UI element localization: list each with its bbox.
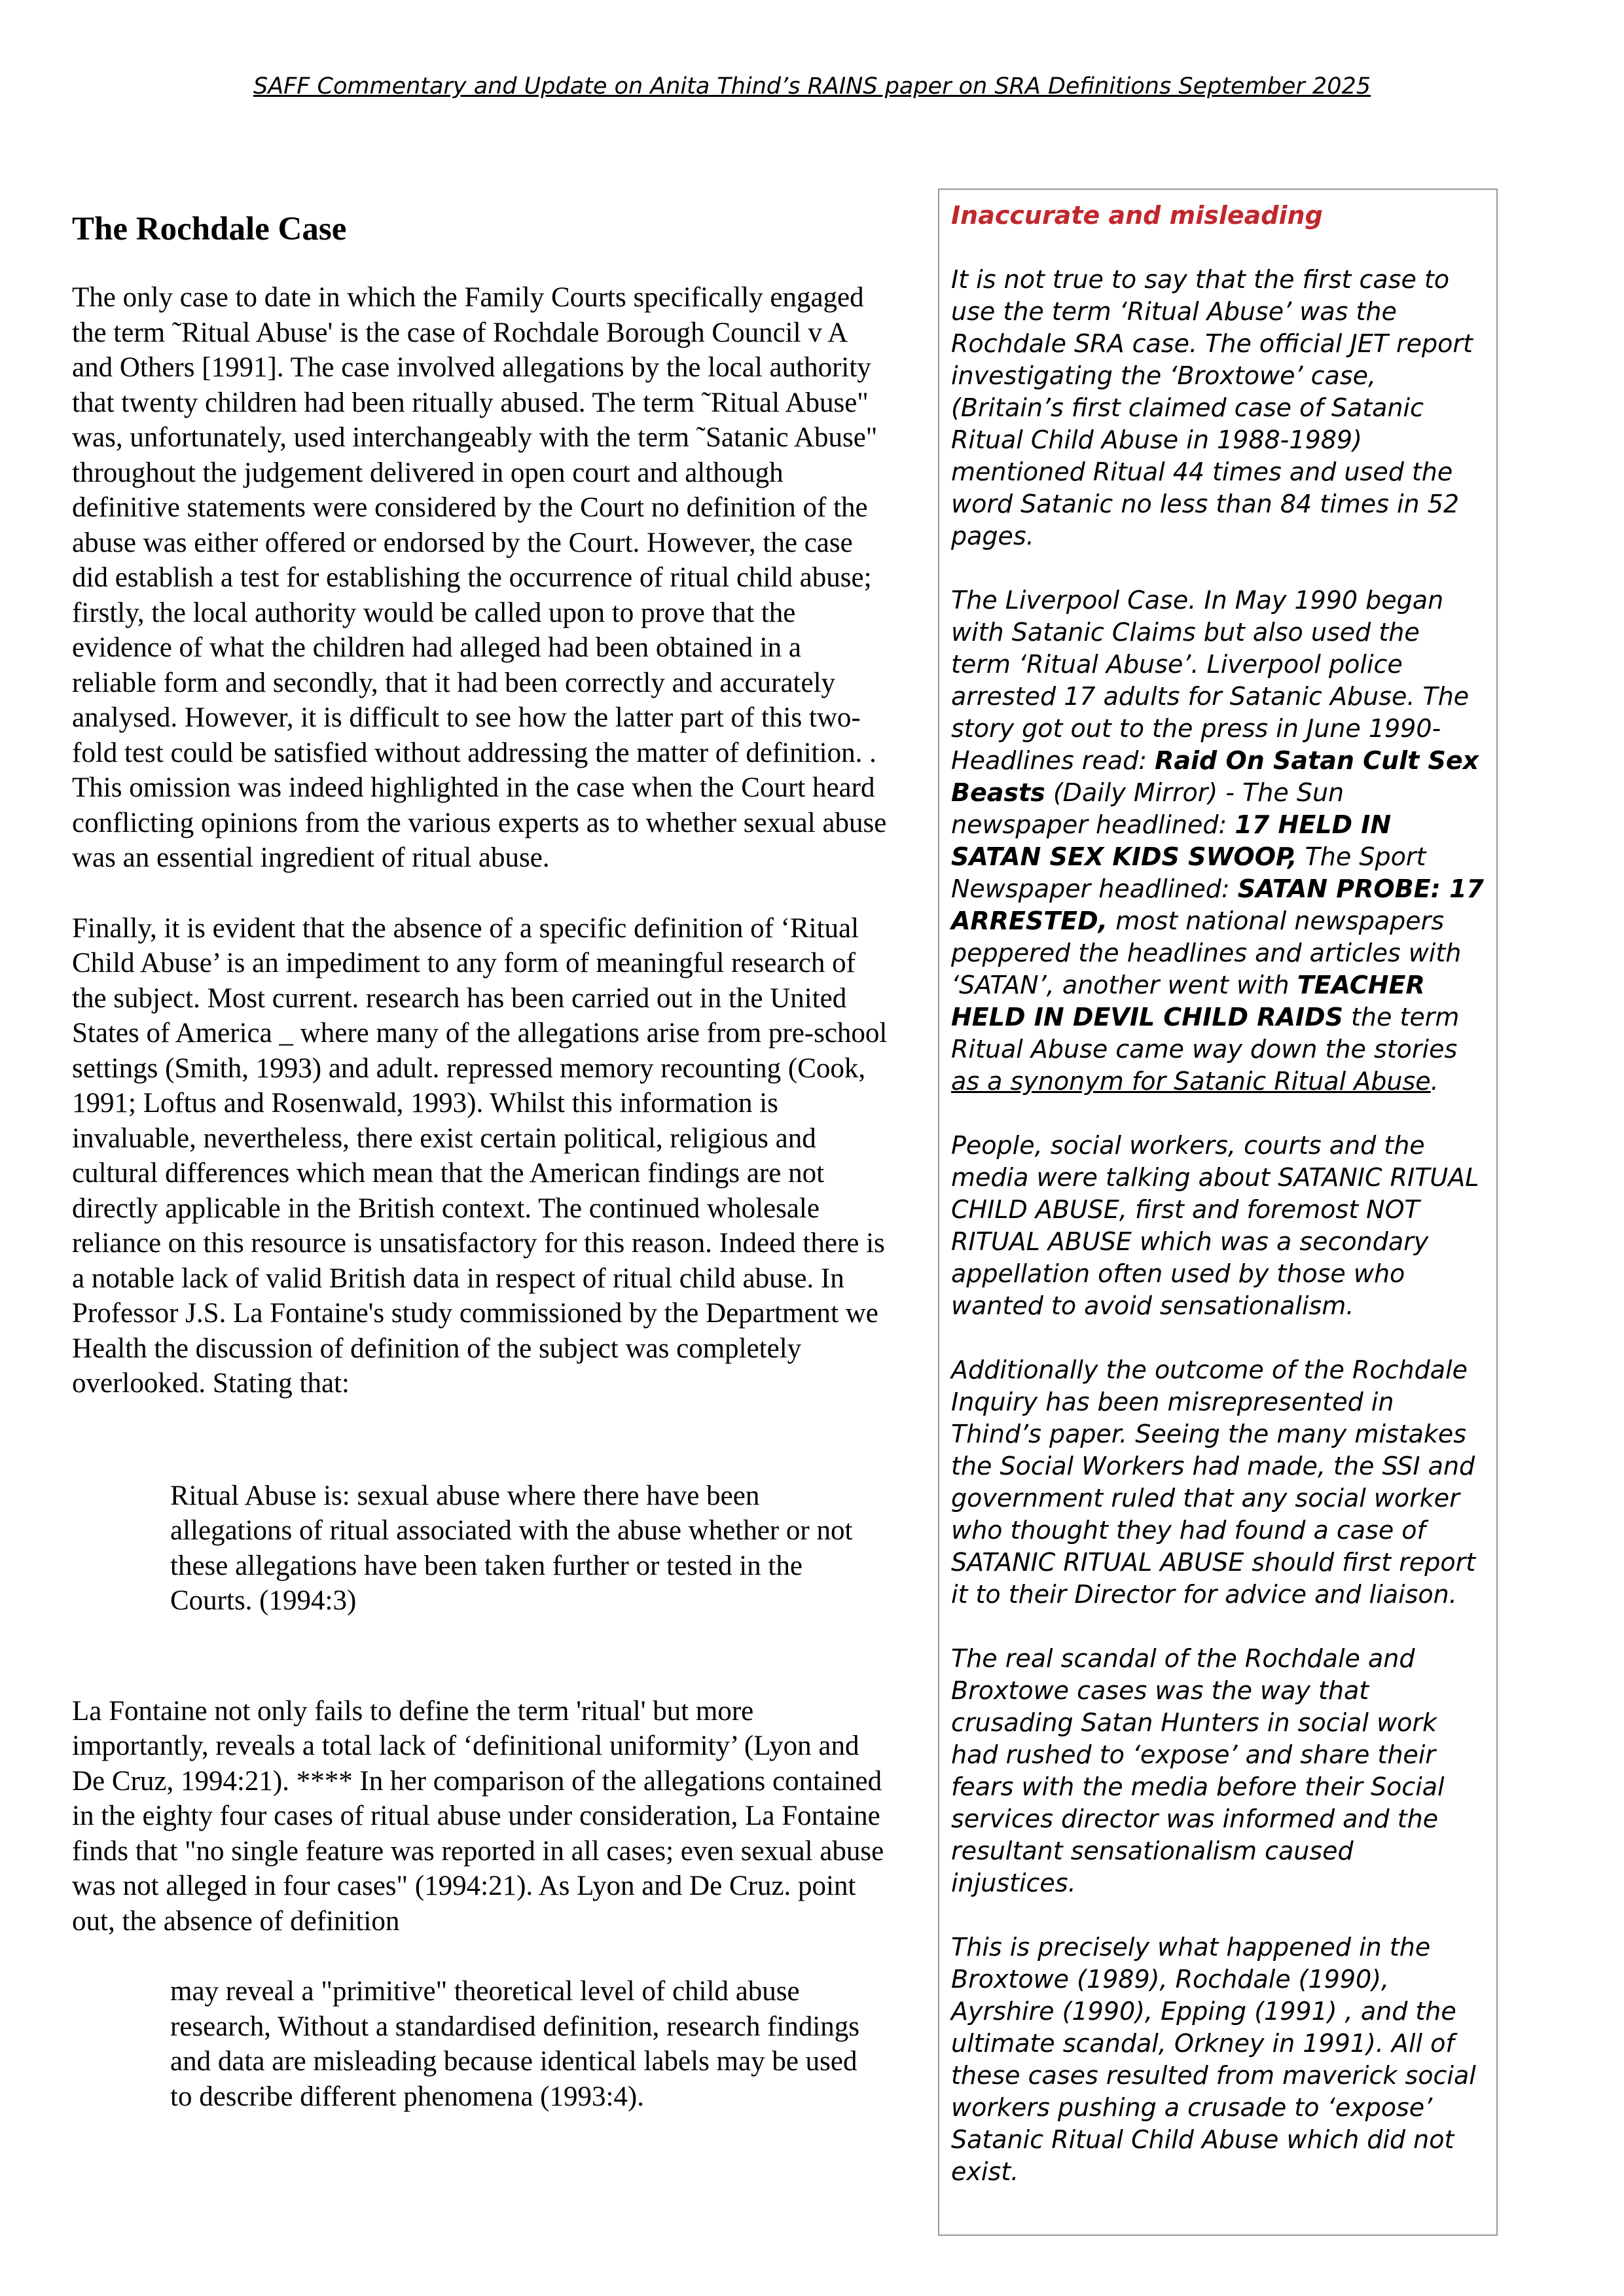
commentary-paragraph-cases: This is precisely what happened in the Broxtowe (1989), Rochdale (1990), Ayrshire (1990), Epping (1991) , and the ultimate scandal, Orkney in 1991). All of these cases resulted from maverick social workers pushing a crusade to ‘expose’ Satanic Ritual Child Abuse which did not exist. — [951, 1933, 1476, 2186]
commentary-box — [938, 188, 1498, 2236]
commentary-paragraph-liverpool — [951, 584, 1485, 1098]
liverpool-text-5: the term Ritual Abuse came way down the stories — [951, 1003, 1460, 1064]
main-column — [72, 209, 890, 2114]
liverpool-text-4: most national newspapers peppered the headlines and articles with ‘SATAN’, another went with — [951, 906, 1462, 999]
headline-the-sun: 17 HELD IN SATAN SEX KIDS SWOOP, — [951, 810, 1392, 871]
page-header: SAFF Commentary and Update on Anita Thind’s RAINS paper on SRA Definitions September 2025 — [253, 73, 1371, 99]
paragraph-la-fontaine: La Fontaine not only fails to define the term 'ritual' but more importantly, reveals a total lack of ‘definitional uniformity’ (Lyon and De Cruz, 1994:21). **** In her comparison of the allegations contained in the eighty four cases of ritual abuse under consideration, La Fontaine finds that "no single feature was reported in all cases; even sexual abuse was not alleged in four cases" (1994:21). As Lyon and De Cruz. point out, the absence of definition — [72, 1695, 884, 1937]
headline-teacher-held: TEACHER HELD IN DEVIL CHILD RAIDS — [951, 971, 1425, 1031]
block-quote-la-fontaine: Ritual Abuse is: sexual abuse where there have been allegations of ritual associated with the abuse whether or not these allegations have been taken further or tested in the Courts. (1994:3) — [170, 1480, 853, 1616]
headline-daily-mirror: Raid On Satan Cult Sex Beasts — [951, 746, 1479, 807]
liverpool-text-6: . — [1430, 1067, 1439, 1096]
section-heading: The Rochdale Case — [72, 211, 347, 247]
commentary-paragraph-media: People, social workers, courts and the media were talking about SATANIC RITUAL CHILD ABUSE, first and foremost NOT RITUAL ABUSE which was a secondary appellation often used by those who wanted to avoid sensationalism. — [951, 1131, 1479, 1320]
liverpool-text-2: (Daily Mirror) - The Sun newspaper headlined: — [951, 778, 1344, 839]
liverpool-text-1: The Liverpool Case. In May 1990 began with Satanic Claims but also used the term ‘Ritual Abuse’. Liverpool police arrested 17 adults for Satanic Abuse. The story got out to the press in June 1990- Headlines read: — [951, 586, 1470, 775]
commentary-paragraph-inquiry: Additionally the outcome of the Rochdale Inquiry has been misrepresented in Thind’s paper. Seeing the many mistakes the Social Workers had made, the SSI and government ruled that any social worker who thought they had found a case of SATANIC RITUAL ABUSE should first report it to their Director for advice and liaison. — [951, 1355, 1476, 1609]
block-quote-lyon-de-cruz: may reveal a "primitive" theoretical level of child abuse research, Without a standardised definition, research findings and data are misleading because identical labels may be used to describe different phenomena (1993:4). — [170, 1976, 860, 2112]
liverpool-text-3: The Sport Newspaper headlined: — [951, 842, 1426, 903]
paragraph-rochdale: The only case to date in which the Family Courts specifically engaged the term ˜Ritual Abuse' is the case of Rochdale Borough Council v A and Others [1991]. The case involved allegations by the local authority that twenty children had been ritually abused. The term ˜Ritual Abuse" was, unfortunately, used interchangeably with the term ˜Satanic Abuse" throughout the judgement delivered in open court and although definitive statements were considered by the Court no definition of the abuse was either offered or endorsed by the Court. However, the case did establish a test for establishing the occurrence of ritual child abuse; firstly, the local authority would be called upon to prove that the evidence of what the children had alleged had been obtained in a reliable form and secondly, that it had been correctly and accurately analysed. However, it is difficult to see how the latter part of this two-fold test could be satisfied without addressing the matter of definition. . This omission was indeed highlighted in the case when the Court heard conflicting opinions from the various experts as to whether sexual abuse was an essential ingredient of ritual abuse. — [72, 282, 887, 873]
commentary-title: Inaccurate and misleading — [951, 201, 1323, 230]
underlined-synonym: as a synonym for Satanic Ritual Abuse — [951, 1067, 1431, 1096]
paragraph-definition: Finally, it is evident that the absence of a specific definition of ‘Ritual Child Abuse’ is an impediment to any form of meaningful research of the subject. Most current. research has been carried out in the United States of America _ where many of the allegations arise from pre-school settings (Smith, 1993) and adult. repressed memory recounting (Cook, 1991; Loftus and Rosenwald, 1993). Whilst this information is invaluable, nevertheless, there exist certain political, religious and cultural differences which mean that the American findings are not directly applicable in the British context. The continued wholesale reliance on this resource is unsatisfactory for this reason. Indeed there is a notable lack of valid British data in respect of ritual child abuse. In Professor J.S. La Fontaine's study commissioned by the Department we Health the discussion of definition of the subject was completely overlooked. Stating that: — [72, 912, 888, 1399]
commentary-paragraph-jet-report: It is not true to say that the first case to use the term ‘Ritual Abuse’ was the Rochdale SRA case. The official JET report investigating the ‘Broxtowe’ case, (Britain’s first claimed case of Satanic Ritual Child Abuse in 1988-1989) mentioned Ritual 44 times and used the word Satanic no less than 84 times in 52 pages. — [951, 265, 1473, 550]
commentary-paragraph-scandal: The real scandal of the Rochdale and Broxtowe cases was the way that crusading Satan Hunters in social work had rushed to ‘expose’ and share their fears with the media before their Social services director was informed and the resultant sensationalism caused injustices. — [951, 1644, 1445, 1897]
headline-the-sport: SATAN PROBE: 17 ARRESTED, — [951, 874, 1484, 935]
